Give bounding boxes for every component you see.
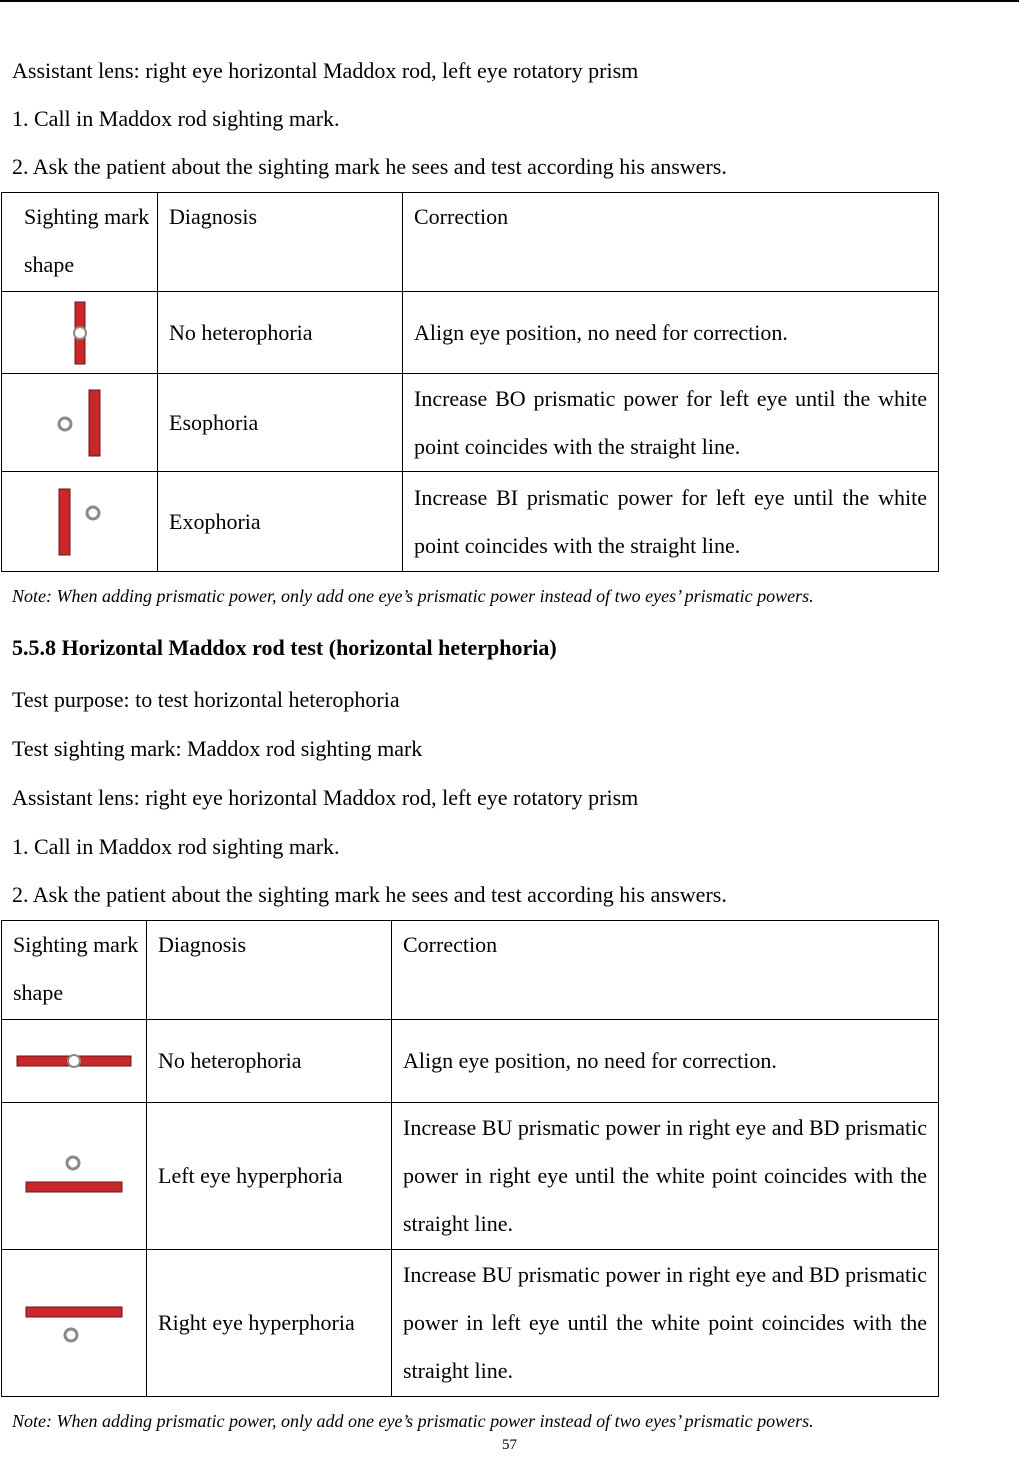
header-correction: Correction bbox=[403, 193, 939, 292]
header-correction: Correction bbox=[392, 921, 939, 1020]
table-row bbox=[2, 292, 939, 374]
diagnosis-cell: Esophoria bbox=[158, 374, 403, 472]
section-heading: 5.5.8 Horizontal Maddox rod test (horizontal heterphoria) bbox=[12, 635, 557, 660]
horizontal-line-dot-above-icon bbox=[2, 1103, 147, 1250]
vertical-line-dot-right-icon bbox=[2, 472, 158, 572]
page-number: 57 bbox=[502, 1437, 517, 1453]
diagnosis-cell: Exophoria bbox=[158, 472, 403, 572]
vertical-line-dot-left-icon bbox=[2, 374, 158, 472]
horizontal-line-dot-below-icon bbox=[2, 1250, 147, 1397]
header-diagnosis: Diagnosis bbox=[147, 921, 392, 1020]
step2-line-1: 2. Ask the patient about the sighting mark he sees and test according his answers. bbox=[12, 154, 727, 179]
note-2: Note: When adding prismatic power, only add one eye’s prismatic power instead of two eyes’ prismatic powers. bbox=[12, 1411, 814, 1431]
correction-cell: Increase BU prismatic power in right eye and BD prismatic power in left eye until the white point coincides with the straight line. bbox=[392, 1250, 939, 1397]
diagnosis-cell: No heterophoria bbox=[158, 292, 403, 374]
table-row bbox=[2, 1020, 939, 1103]
horizontal-line-dot-on-line-icon bbox=[2, 1020, 147, 1103]
step2-line-2: 2. Ask the patient about the sighting mark he sees and test according his answers. bbox=[12, 882, 727, 907]
test-sighting-mark: Test sighting mark: Maddox rod sighting mark bbox=[12, 736, 423, 761]
assistant-lens-line-1: Assistant lens: right eye horizontal Maddox rod, left eye rotatory prism bbox=[12, 58, 639, 83]
correction-cell: Align eye position, no need for correction. bbox=[392, 1020, 939, 1103]
vertical-maddox-table bbox=[1, 192, 939, 572]
header-diagnosis: Diagnosis bbox=[158, 193, 403, 292]
table-row bbox=[2, 1103, 939, 1250]
step1-line-1: 1. Call in Maddox rod sighting mark. bbox=[12, 106, 340, 131]
vertical-line-dot-on-line-icon bbox=[2, 292, 158, 374]
note-1: Note: When adding prismatic power, only add one eye’s prismatic power instead of two eyes’ prismatic powers. bbox=[12, 586, 814, 606]
correction-cell: Align eye position, no need for correction. bbox=[403, 292, 939, 374]
top-rule bbox=[0, 0, 1019, 2]
test-purpose: Test purpose: to test horizontal heterophoria bbox=[12, 687, 400, 712]
header-sighting-mark: Sighting mark shape bbox=[2, 921, 147, 1020]
diagnosis-cell: Right eye hyperphoria bbox=[147, 1250, 392, 1397]
table-row bbox=[2, 472, 939, 572]
correction-cell: Increase BI prismatic power for left eye until the white point coincides with the straight line. bbox=[403, 472, 939, 572]
table-header-row bbox=[2, 921, 939, 1020]
table-row bbox=[2, 374, 939, 472]
table-header-row bbox=[2, 193, 939, 292]
diagnosis-cell: No heterophoria bbox=[147, 1020, 392, 1103]
assistant-lens-line-2: Assistant lens: right eye horizontal Maddox rod, left eye rotatory prism bbox=[12, 785, 639, 810]
table-row bbox=[2, 1250, 939, 1397]
header-sighting-mark: Sighting mark shape bbox=[2, 193, 158, 292]
correction-cell: Increase BU prismatic power in right eye and BD prismatic power in right eye until the white point coincides with the straight line. bbox=[392, 1103, 939, 1250]
correction-cell: Increase BO prismatic power for left eye until the white point coincides with the straight line. bbox=[403, 374, 939, 472]
horizontal-maddox-table bbox=[1, 920, 939, 1397]
step1-line-2: 1. Call in Maddox rod sighting mark. bbox=[12, 834, 340, 859]
diagnosis-cell: Left eye hyperphoria bbox=[147, 1103, 392, 1250]
